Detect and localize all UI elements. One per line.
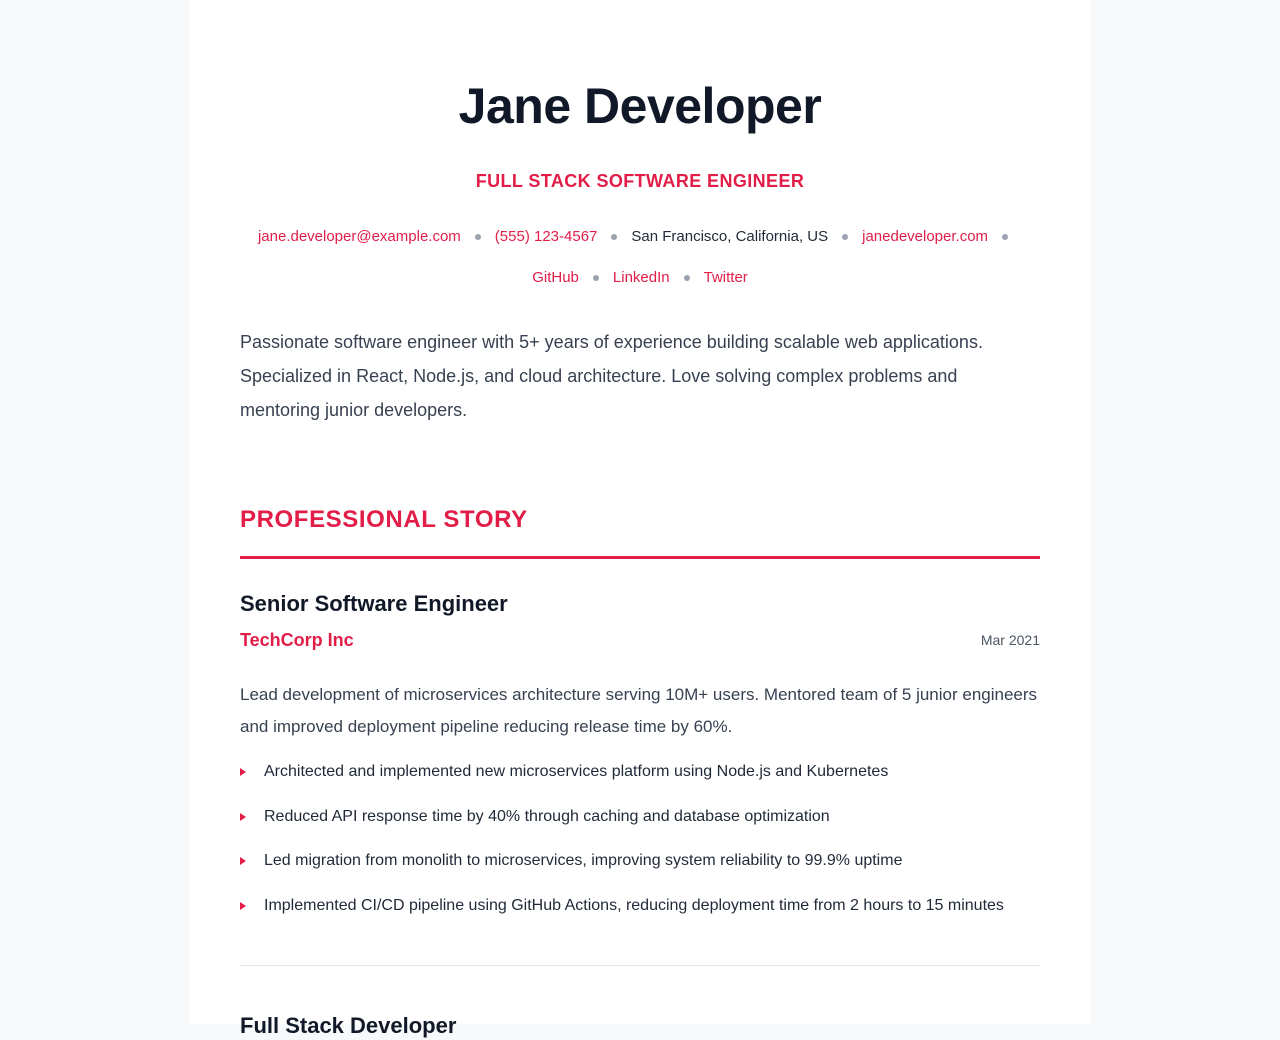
job-description: Lead development of microservices architecture serving 10M+ users. Mentored team of 5 junior engineers and improved deployment pipeline reducing release time by 60%. bbox=[240, 685, 1038, 736]
location-text: San Francisco, California, US bbox=[631, 228, 829, 245]
contact-row-social bbox=[240, 268, 1040, 288]
website-link[interactable]: janedeveloper.com bbox=[862, 228, 989, 245]
resume-content bbox=[190, 0, 1090, 1040]
achievement-item bbox=[240, 806, 1040, 828]
triangle-bullet-icon bbox=[240, 813, 246, 821]
phone-link[interactable]: (555) 123-4567 bbox=[494, 228, 598, 245]
achievement-item bbox=[240, 850, 1040, 872]
triangle-bullet-icon bbox=[240, 768, 246, 776]
separator-dot-icon bbox=[611, 234, 617, 240]
job-divider bbox=[240, 965, 1040, 966]
achievement-item bbox=[240, 895, 1040, 917]
resume-page bbox=[190, 0, 1090, 1039]
email-link[interactable]: jane.developer@example.com bbox=[257, 228, 461, 245]
triangle-bullet-icon bbox=[240, 902, 246, 910]
contact-row-primary bbox=[240, 227, 1040, 247]
separator-dot-icon bbox=[842, 234, 848, 240]
separator-dot-icon bbox=[593, 275, 599, 281]
achievement-item bbox=[240, 761, 1040, 783]
achievement-text: Led migration from monolith to microservices, improving system reliability to 99.9% uptime bbox=[264, 852, 903, 870]
achievement-text: Architected and implemented new microservices platform using Node.js and Kubernetes bbox=[264, 763, 889, 780]
triangle-bullet-icon bbox=[240, 857, 246, 865]
github-link[interactable]: GitHub bbox=[532, 269, 579, 286]
job-title: Senior Software Engineer bbox=[240, 591, 508, 616]
company-name: TechCorp Inc bbox=[240, 630, 354, 650]
twitter-link[interactable]: Twitter bbox=[703, 269, 748, 286]
separator-dot-icon bbox=[1002, 234, 1008, 240]
candidate-role: FULL STACK SOFTWARE ENGINEER bbox=[475, 171, 805, 191]
achievement-text: Implemented CI/CD pipeline using GitHub Actions, reducing deployment time from 2 hours to 15 minutes bbox=[264, 897, 1004, 915]
separator-dot-icon bbox=[684, 275, 690, 281]
linkedin-link[interactable]: LinkedIn bbox=[612, 269, 670, 286]
job-meta bbox=[240, 629, 1040, 651]
job-date: Mar 2021 bbox=[980, 632, 1040, 648]
candidate-name: Jane Developer bbox=[458, 78, 822, 134]
profile-summary: Passionate software engineer with 5+ years of experience building scalable web applications. Specialized in React, Node.js, and cloud architecture. Love solving complex problems and mentoring junior developers. bbox=[240, 332, 983, 420]
section-divider bbox=[240, 556, 1040, 559]
experience-section-title: PROFESSIONAL STORY bbox=[240, 506, 528, 533]
job-achievements bbox=[240, 761, 1040, 917]
separator-dot-icon bbox=[475, 234, 481, 240]
job-title: Full Stack Developer bbox=[240, 1013, 457, 1039]
achievement-text: Reduced API response time by 40% through caching and database optimization bbox=[264, 807, 830, 825]
job-entry bbox=[240, 590, 1040, 917]
